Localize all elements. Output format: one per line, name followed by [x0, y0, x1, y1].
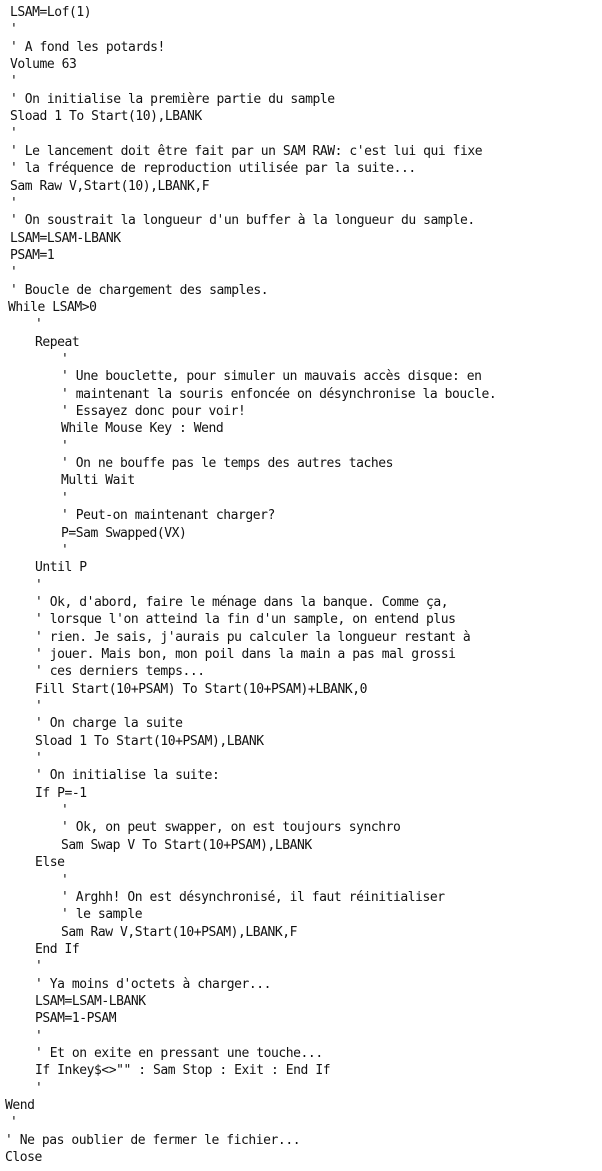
- code-line: ' Ok, d'abord, faire le ménage dans la banque. Comme ça,: [35, 595, 449, 610]
- code-line: ' le sample: [61, 907, 143, 922]
- code-line: ' Peut-on maintenant charger?: [61, 508, 275, 523]
- code-line: ' Arghh! On est désynchronisé, il faut réinitialiser: [61, 890, 445, 905]
- code-line: ' On initialise la première partie du sample: [10, 92, 335, 107]
- code-line: Fill Start(10+PSAM) To Start(10+PSAM)+LBANK,0: [35, 682, 367, 697]
- code-line: While LSAM>0: [8, 300, 97, 315]
- code-line: P=Sam Swapped(VX): [61, 526, 187, 541]
- code-line: ': [61, 803, 69, 818]
- code-line: Close: [5, 1150, 42, 1165]
- code-line: ' On charge la suite: [35, 716, 183, 731]
- code-line: Sload 1 To Start(10+PSAM),LBANK: [35, 734, 264, 749]
- code-line: ': [10, 126, 18, 141]
- code-line: ': [61, 491, 69, 506]
- code-line: ': [35, 1081, 43, 1096]
- code-line: ' jouer. Mais bon, mon poil dans la main a pas mal grossi: [35, 647, 456, 662]
- code-line: Sload 1 To Start(10),LBANK: [10, 109, 202, 124]
- code-line: Wend: [5, 1098, 35, 1113]
- code-line: ': [10, 74, 18, 89]
- code-line: ': [35, 578, 43, 593]
- code-line: ' Ne pas oublier de fermer le fichier...: [5, 1133, 301, 1148]
- code-line: Sam Raw V,Start(10+PSAM),LBANK,F: [61, 925, 298, 940]
- code-line: ' On initialise la suite:: [35, 768, 220, 783]
- code-line: ' maintenant la souris enfoncée on désynchronise la boucle.: [61, 387, 497, 402]
- code-line: PSAM=1-PSAM: [35, 1011, 117, 1026]
- code-line: ' A fond les potards!: [10, 40, 165, 55]
- code-line: LSAM=Lof(1): [10, 5, 92, 20]
- code-line: If P=-1: [35, 786, 87, 801]
- code-line: ': [10, 196, 18, 211]
- code-line: Multi Wait: [61, 473, 135, 488]
- code-line: ' On soustrait la longueur d'un buffer à la longueur du sample.: [10, 213, 475, 228]
- code-line: Volume 63: [10, 57, 77, 72]
- code-line: ': [61, 439, 69, 454]
- code-line: ': [35, 1029, 43, 1044]
- code-line: PSAM=1: [10, 248, 55, 263]
- code-line: ' rien. Je sais, j'aurais pu calculer la longueur restant à: [35, 630, 471, 645]
- code-line: ' la fréquence de reproduction utilisée par la suite...: [10, 161, 416, 176]
- code-line: ' Et on exite en pressant une touche...: [35, 1046, 323, 1061]
- code-line: ': [35, 959, 43, 974]
- code-line: ' Boucle de chargement des samples.: [10, 283, 269, 298]
- code-line: Sam Raw V,Start(10),LBANK,F: [10, 179, 210, 194]
- code-line: If Inkey$<>"" : Sam Stop : Exit : End If: [35, 1063, 331, 1078]
- code-line: ' Ok, on peut swapper, on est toujours synchro: [61, 820, 401, 835]
- code-line: ' Ya moins d'octets à charger...: [35, 977, 272, 992]
- code-line: ': [35, 751, 43, 766]
- code-line: ': [10, 1115, 18, 1130]
- code-line: Else: [35, 855, 65, 870]
- code-line: ' ces derniers temps...: [35, 664, 205, 679]
- code-line: ' Le lancement doit être fait par un SAM RAW: c'est lui qui fixe: [10, 144, 483, 159]
- code-line: Until P: [35, 560, 87, 575]
- code-line: ': [35, 317, 43, 332]
- code-line: LSAM=LSAM-LBANK: [35, 994, 146, 1009]
- code-line: ': [35, 699, 43, 714]
- code-line: ': [61, 543, 69, 558]
- code-line: ': [61, 873, 69, 888]
- code-line: ' lorsque l'on atteind la fin d'un sample, on entend plus: [35, 612, 456, 627]
- code-line: ' Une bouclette, pour simuler un mauvais accès disque: en: [61, 369, 482, 384]
- code-line: While Mouse Key : Wend: [61, 421, 224, 436]
- code-line: End If: [35, 942, 80, 957]
- code-line: Sam Swap V To Start(10+PSAM),LBANK: [61, 838, 312, 853]
- code-line: ' Essayez donc pour voir!: [61, 404, 246, 419]
- code-line: ': [10, 22, 18, 37]
- code-line: ': [61, 352, 69, 367]
- code-line: LSAM=LSAM-LBANK: [10, 231, 121, 246]
- code-line: Repeat: [35, 335, 80, 350]
- code-line: ' On ne bouffe pas le temps des autres taches: [61, 456, 393, 471]
- code-line: ': [10, 265, 18, 280]
